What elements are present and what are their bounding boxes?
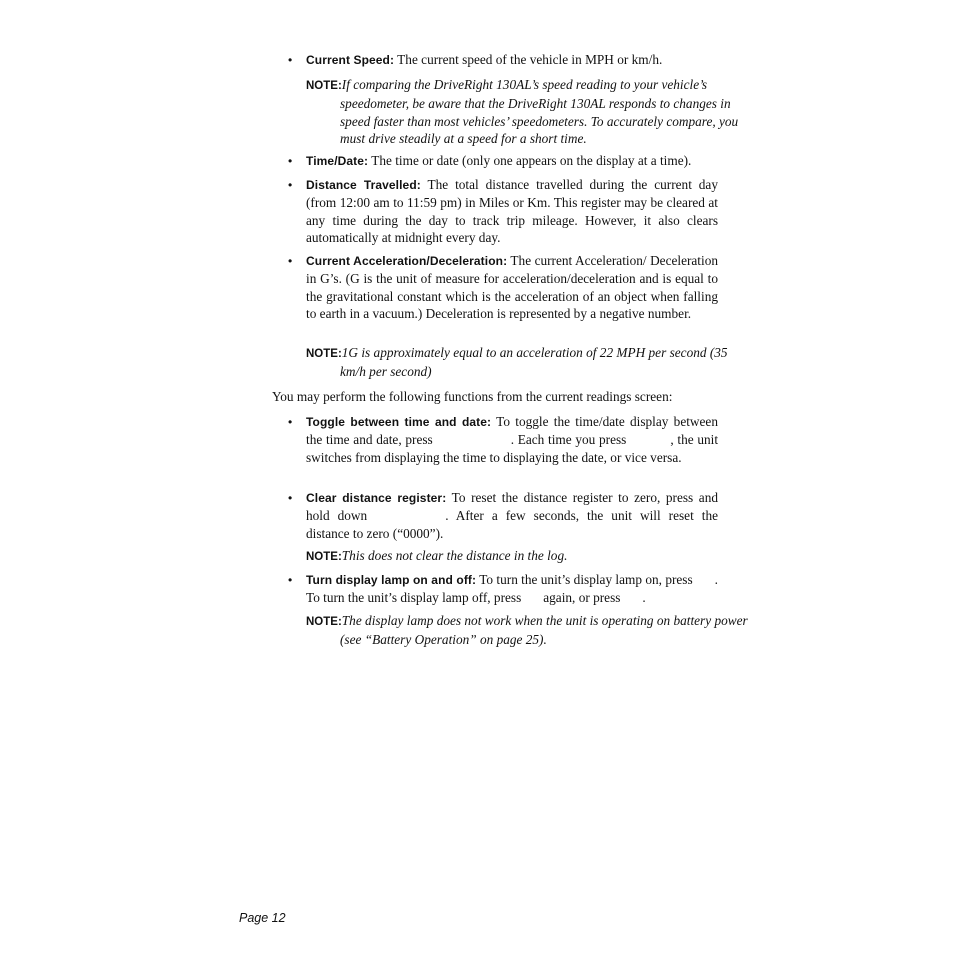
note-label: NOTE: [306, 616, 342, 628]
bullet: • [288, 254, 293, 268]
item-text: The time or date (only one appears on the display at a time). [371, 153, 692, 168]
note-label: NOTE: [306, 551, 342, 563]
item-term: Current Speed: [306, 53, 395, 67]
note-display-lamp [306, 612, 752, 649]
function-text: . Each time you press [510, 432, 627, 448]
function-term: Turn display lamp on and off: [306, 573, 477, 587]
function-text: To toggle the time/date display between the time and date, press [306, 414, 718, 448]
note-speed-comparison [306, 76, 752, 147]
note-text: If comparing the DriveRight 130AL’s speed reading to your vehicle’s speedometer, be aware that the DriveRight 130AL responds to changes in speed faster than most vehicles’ speedometers. To accurately compare, you must drive steadily at a speed for a short time. [340, 77, 739, 146]
bullet: • [288, 178, 293, 192]
functions-intro: You may perform the following functions from the current readings screen: [272, 389, 673, 404]
bullet: • [288, 573, 293, 587]
item-text: The current speed of the vehicle in MPH or km/h. [397, 52, 663, 67]
function-text: . To turn the unit’s display lamp off, press [306, 572, 718, 606]
function-text: . After a few seconds, the unit will reset the distance to zero (“0000”). [306, 508, 719, 541]
item-distance-travelled [306, 176, 718, 246]
item-acceleration [306, 252, 718, 322]
function-term: Clear distance register: [306, 491, 447, 505]
item-text: The total distance travelled during the current day (from 12:00 am to 11:59 pm) in Miles or Km. This register may be cleared at any time during the day to track trip mileage. However, it also clears automatically at midnight every day. [306, 177, 718, 245]
page-number: Page 12 [239, 911, 286, 925]
function-display-lamp [306, 571, 718, 607]
note-label: NOTE: [306, 348, 342, 360]
bullet: • [288, 491, 293, 505]
item-text: The current Acceleration/ Deceleration in G’s. (G is the unit of measure for acceleration/deceleration and is equal to the gravitational constant which is the acceleration of an object when falling to earth in a vacuum.) Deceleration is represented by a negative number. [306, 253, 718, 321]
note-text: The display lamp does not work when the unit is operating on battery power (see “Battery Operation” on page 25). [340, 613, 748, 648]
item-term: Time/Date: [306, 154, 369, 168]
function-text: To reset the distance register to zero, press and hold down [306, 490, 718, 524]
bullet: • [288, 154, 293, 168]
function-text: To turn the unit’s display lamp on, press [479, 572, 693, 587]
note-clear-distance [306, 547, 752, 566]
item-time-date [306, 152, 718, 170]
note-acceleration [306, 344, 752, 381]
function-term: Toggle between time and date: [306, 415, 492, 429]
function-clear-distance [306, 489, 718, 542]
note-text: 1G is approximately equal to an acceleration of 22 MPH per second (35 km/h per second) [340, 345, 728, 380]
item-term: Distance Travelled: [306, 178, 421, 192]
bullet: • [288, 53, 293, 67]
function-toggle [306, 413, 718, 466]
function-text: again, or press [543, 590, 621, 606]
item-term: Current Acceleration/Deceleration: [306, 254, 508, 268]
item-current-speed [306, 51, 718, 69]
note-label: NOTE: [306, 80, 342, 92]
function-text: , the unit switches from displaying the time to displaying the date, or vice versa. [306, 432, 719, 465]
function-text: . [642, 590, 646, 606]
bullet: • [288, 415, 293, 429]
note-text: This does not clear the distance in the log. [341, 548, 568, 563]
